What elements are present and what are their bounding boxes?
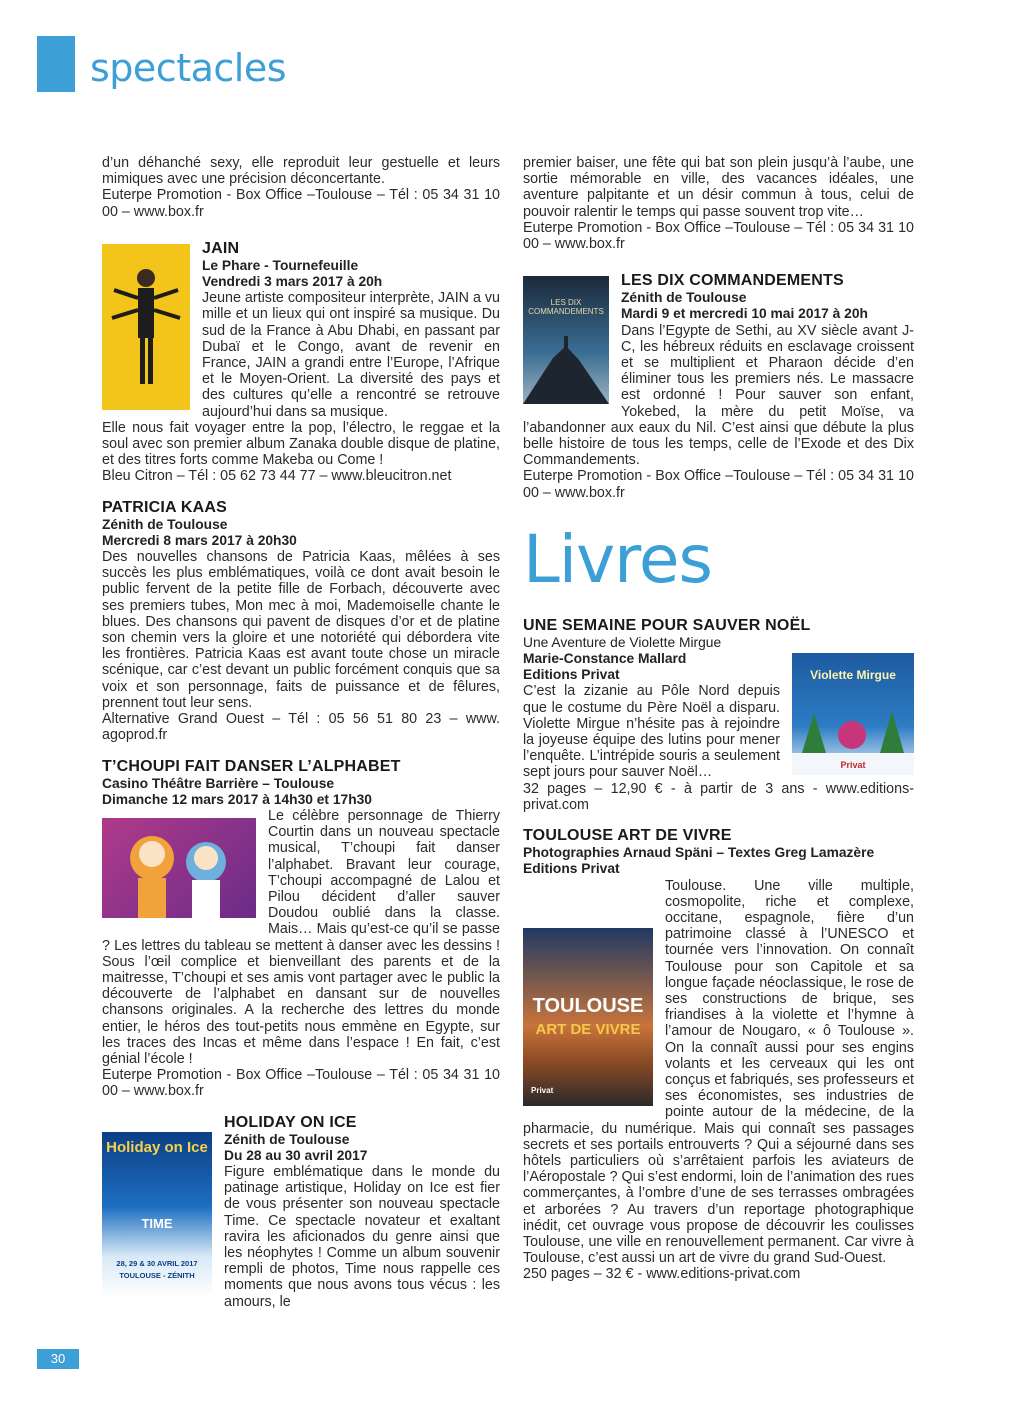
tchoupi-photo [102, 818, 256, 918]
cover-subtitle: ART DE VIVRE [535, 1020, 641, 1038]
article-credits: Photographies Arnaud Späni – Textes Greg Lamazère [523, 845, 875, 861]
article-contact: Euterpe Promotion - Box Office –Toulouse – Tél : 05 34 31 10 00 – www.box.fr [523, 468, 914, 501]
noel-book-cover [792, 653, 914, 775]
article-date: Du 28 au 30 avril 2017 [224, 1147, 368, 1163]
article-contact: Alternative Grand Ouest – Tél : 05 56 51 80 23 – www. agoprod.fr [102, 711, 500, 744]
article-continued [102, 155, 500, 220]
article-body: Figure emblématique dans le monde du patinage artistique, Holiday on Ice est fier de vous présenter son nouveau spectacle Time. Ce spectacle novateur et exaltant ravira les aficionados du genre ainsi que les néophytes ! Comme un album souvenir rempli de photos, Time nous rappelle ces moments que nous avons tous vécus : les amours, le [224, 1163, 500, 1310]
cover-title: TOULOUSE [532, 994, 644, 1017]
left-column [102, 155, 500, 1310]
right-column [523, 155, 914, 1283]
poster-title: LES DIX COMMANDEMENTS [528, 298, 604, 317]
article-body: Dans l’Egypte de Sethi, au XV siècle avant J-C, les hébreux réduits en esclavage croissent et se multiplient et Pharaon décide d’en éliminer tous les premiers nés. Le massacre est ordonné ! Pour sauver son enfant, Yokebed, la mère du petit Moïse, va l’abandonner aux eaux du Nil. C’est ainsi que débute la plus belle histoire de tous les temps, celle de l’Exode et des Dix Commandements. [523, 322, 914, 469]
article-continued [523, 155, 914, 252]
article-contact: Bleu Citron – Tél : 05 62 73 44 77 – www.bleucitron.net [102, 468, 452, 485]
article-body: Jeune artiste compositeur interprète, JAIN a vu mille et un lieux qui ont inspiré sa musique. Du sud de la France à Abu Dhabi, en passant par Dubaï et le Congo, avant de revenir en France, JAIN a grandi entre l’Europe, l’Afrique et le Moyen-Orient. La diversité des pays et des cultures qu’elle a rencontré se retrouve aujourd’hui dans sa musique. [202, 290, 500, 420]
article-tchoupi [102, 758, 500, 1100]
article-title: UNE SEMAINE POUR SAUVER NOËL [523, 616, 811, 634]
holiday-on-ice-poster [102, 1132, 212, 1298]
article-body: Le célèbre personnage de Thierry Courtin dans un nouveau spectacle musical, T’choupi fait danser l’alphabet. Bravant leur courage, T’choupi accompagné de Lalou et Pilou décident d’aller sauver Doudou oublié dans la classe. Mais… Mais qu’est-ce qu’il se passe ? Les lettres du tableau se mettent à danser avec les dessins ! Sous l’œil complice et bienveillant des parents et de la maitresse, T’choupi et ses amis vont partager avec le public la découverte de l’alphabet en dansant sur de nouvelles chansons originales. A la recherche des lettres du monde entier, le héros des tout-petits nous emmène en Egypte, sur les traces des Incas et même dans l’espace ! En fait, c’est génial l’école ! [102, 807, 500, 1067]
article-body: Elle nous fait voyager entre la pop, l’électro, le reggae et la soul avec son premier album Zanaka double disque de platine, et des titres forts comme Makeba ou Come ! [102, 419, 500, 469]
article-body: premier baiser, une fête qui bat son plein jusqu’à l’aube, une sortie mémorable en ville, des vacances idéales, une aventure palpitante et un désir commun à tous, celui de pouvoir ralentir le temps qui passe souvent trop vite… [523, 155, 914, 220]
article-info: 32 pages – 12,90 € - à partir de 3 ans - www.editions-privat.com [523, 780, 914, 813]
article-toulouse-art-de-vivre [523, 827, 914, 1282]
header-accent-bar [37, 36, 75, 92]
article-venue: Casino Théâtre Barrière – Toulouse [102, 775, 335, 791]
article-body: Des nouvelles chansons de Patricia Kaas, mêlées à ses succès les plus emblématiques, voilà ce dont avait besoin le public fervent de la petite fille de Forbach, découverte avec ses premiers tubes, Mon mec à moi, Mademoiselle chante le blues. Des chansons qui pavent de disques d’or et de platine son chemin vers la gloire et une notoriété qui débordera vite les frontières. Patricia Kaas est avant toute chose un miracle scénique, car c’est devant un public forcément conquis que sa voix et son personnage, faits de puissance et de fêlures, prennent tout leur sens. [102, 549, 500, 711]
article-date: Mardi 9 et mercredi 10 mai 2017 à 20h [621, 306, 868, 322]
cover-title: Violette Mirgue [810, 668, 896, 683]
article-semaine-noel [523, 617, 914, 813]
article-body: d’un déhanché sexy, elle reproduit leur gestuelle et leurs mimiques avec une précision déconcertante. [102, 155, 500, 188]
cover-brand: Privat [531, 1086, 554, 1096]
cover-brand: Privat [840, 760, 866, 771]
article-contact: Euterpe Promotion - Box Office –Toulouse – Tél : 05 34 31 10 00 – www.box.fr [102, 1067, 500, 1100]
poster-title: Holiday on Ice [106, 1138, 208, 1156]
article-holiday-on-ice [102, 1114, 500, 1310]
article-dix-commandements [523, 272, 914, 501]
article-subtitle: Une Aventure de Violette Mirgue [523, 634, 722, 650]
poster-dates: 28, 29 & 30 AVRIL 2017 [116, 1258, 198, 1268]
article-contact: Euterpe Promotion - Box Office –Toulouse – Tél : 05 34 31 10 00 – www.box.fr [102, 187, 500, 220]
livres-heading: Livres [523, 520, 712, 598]
poster-show: TIME [141, 1215, 173, 1231]
toulouse-book-cover [523, 928, 653, 1106]
page-number: 30 [37, 1349, 79, 1369]
article-info: 250 pages – 32 € - www.editions-privat.com [523, 1266, 801, 1283]
poster-place: TOULOUSE - ZÉNITH [119, 1270, 195, 1280]
article-venue: Zénith de Toulouse [224, 1131, 350, 1147]
article-date: Dimanche 12 mars 2017 à 14h30 et 17h30 [102, 791, 372, 807]
article-venue: Zénith de Toulouse [621, 290, 747, 306]
article-body: Toulouse. Une ville multiple, cosmopolite, riche et complexe, occitane, espagnole, fière d’un patrimoine classé à l’UNESCO et tournée vers l’innovation. On connaît Toulouse pour son Capitole et sa longue façade néoclassique, le rose de ses constructions de brique, ses friandises à la violette et l’hymne à l’amour de Nougaro, « ô Toulouse ». On la connaît aussi pour ses engins volants et les cerveaux qui les ont conçus et fabriqués, ses professeurs et ses économistes, ses industries de pointe autour de la médecine, de la pharmacie, du numérique. Mais qui connaît ses passages secrets et ses portails entrouverts ? Qui a séjourné dans ses hôtels particuliers où s’arrêtaient parfois les aviateurs de l’Aéropostale ? Qui s’est endormi, loin de l’animation des rues commerçantes, à l’ombre d’une de ses terrasses ombragées et arborées ? Au travers d’un reportage photographique inédit, cet ouvrage vous propose de découvrir les coulisses Toulouse, une ville en renouvellement permanent. Car vivre à Toulouse, c’est aussi un art de vivre du grand Sud-Ouest. [523, 877, 914, 1267]
article-title: LES DIX COMMANDEMENTS [621, 272, 844, 290]
jain-photo [102, 244, 190, 410]
article-title: JAIN [202, 239, 240, 257]
article-jain [102, 240, 500, 485]
article-patricia-kaas [102, 499, 500, 744]
article-title: TOULOUSE ART DE VIVRE [523, 827, 732, 845]
article-date: Vendredi 3 mars 2017 à 20h [202, 274, 383, 290]
article-publisher: Editions Privat [523, 667, 620, 683]
article-body: C’est la zizanie au Pôle Nord depuis que le costume du Père Noël a disparu. Violette Mirgue n’hésite pas à rejoindre la joyeuse équipe des lutins pour mener l’enquête. L’intrépide souris a seulement sept jours pour sauver Noël… [523, 683, 780, 781]
article-author: Marie-Constance Mallard [523, 651, 687, 667]
dix-commandements-poster [523, 276, 609, 404]
article-publisher: Editions Privat [523, 861, 620, 877]
article-title: PATRICIA KAAS [102, 498, 227, 516]
article-date: Mercredi 8 mars 2017 à 20h30 [102, 532, 297, 548]
article-title: T’CHOUPI FAIT DANSER L’ALPHABET [102, 757, 401, 775]
section-title: spectacles [90, 46, 287, 90]
article-title: HOLIDAY ON ICE [224, 1113, 357, 1131]
article-venue: Zénith de Toulouse [102, 516, 228, 532]
article-venue: Le Phare - Tournefeuille [202, 257, 359, 273]
article-contact: Euterpe Promotion - Box Office –Toulouse – Tél : 05 34 31 10 00 – www.box.fr [523, 219, 914, 253]
